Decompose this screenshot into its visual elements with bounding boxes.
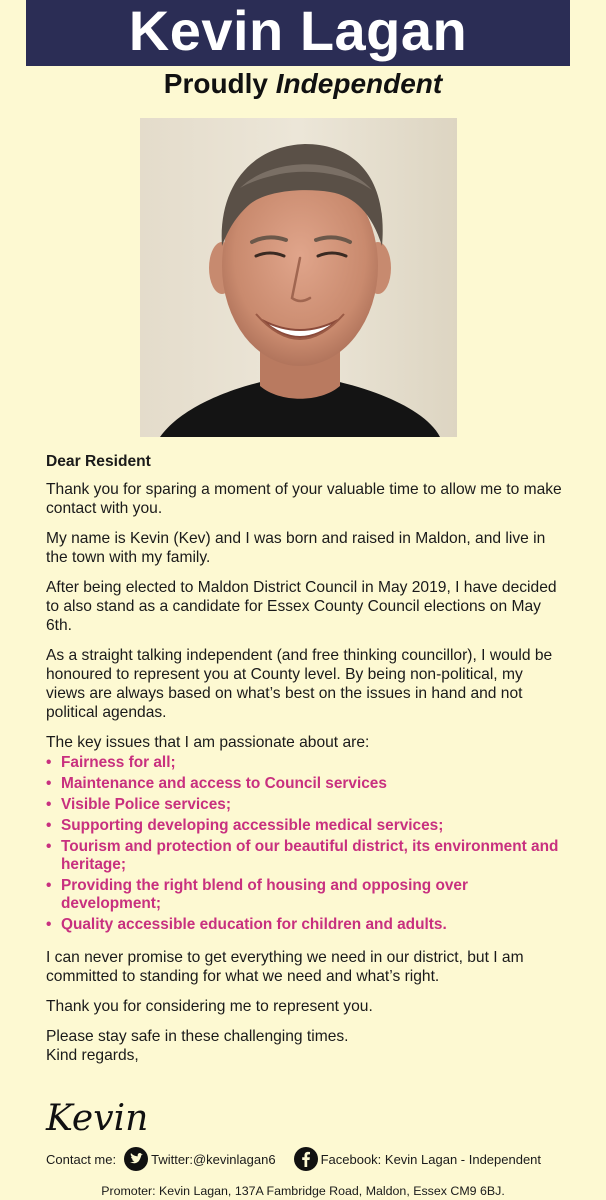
list-item: • Visible Police services; (46, 796, 231, 813)
contact-label: Contact me: (46, 1151, 117, 1167)
tagline-emphasis: Independent (275, 68, 443, 99)
key-issues-list (46, 754, 566, 934)
paragraph-candidacy: After being elected to Maldon District Council in May 2019, I have decided to also stand as a candidate for Essex County Council elections on May 6th. (46, 579, 557, 634)
list-item: • Quality accessible education for children and adults. (46, 916, 447, 933)
greeting: Dear Resident (46, 453, 151, 470)
tagline (0, 68, 606, 100)
paragraph-thanks: Thank you for considering me to represent you. (46, 998, 373, 1015)
tagline-prefix: Proudly (163, 68, 268, 99)
paragraph-intro: Thank you for sparing a moment of your valuable time to allow me to make contact with you. (46, 481, 562, 517)
signature (44, 1094, 204, 1140)
kind-regards: Kind regards, (46, 1047, 139, 1064)
twitter-handle[interactable]: Twitter:@kevinlagan6 (151, 1151, 276, 1167)
contact-bar (46, 1146, 576, 1172)
paragraph-commitment: I can never promise to get everything we need in our district, but I am committed to standing for what we need and what’s right. (46, 949, 524, 985)
paragraph-independence: As a straight talking independent (and free thinking councillor), I would be honoured to represent you at County level. By being non-political, my views are always based on what’s best on the issues in hand and not political agendas. (46, 647, 553, 721)
list-item: • Providing the right blend of housing and opposing over development; (46, 877, 468, 912)
facebook-page[interactable]: Facebook: Kevin Lagan - Independent (320, 1151, 542, 1167)
candidate-portrait (140, 118, 457, 437)
twitter-icon (124, 1147, 148, 1171)
candidate-name-banner: Kevin Lagan (26, 0, 570, 66)
list-item: • Supporting developing accessible medical services; (46, 817, 444, 834)
list-item: • Fairness for all; (46, 754, 176, 771)
facebook-icon (294, 1147, 318, 1171)
farewell-line: Please stay safe in these challenging times. (46, 1028, 349, 1045)
list-item: • Maintenance and access to Council services (46, 775, 387, 792)
letter-body (46, 452, 566, 1076)
paragraph-background: My name is Kevin (Kev) and I was born and raised in Maldon, and live in the town with my family. (46, 530, 546, 566)
list-item: • Tourism and protection of our beautiful district, its environment and heritage; (46, 838, 559, 873)
signature-text: Kevin (46, 1098, 149, 1139)
promoter-imprint: Promoter: Kevin Lagan, 137A Fambridge Road, Maldon, Essex CM9 6BJ. (101, 1184, 505, 1198)
issues-intro: The key issues that I am passionate about are: (46, 734, 370, 751)
